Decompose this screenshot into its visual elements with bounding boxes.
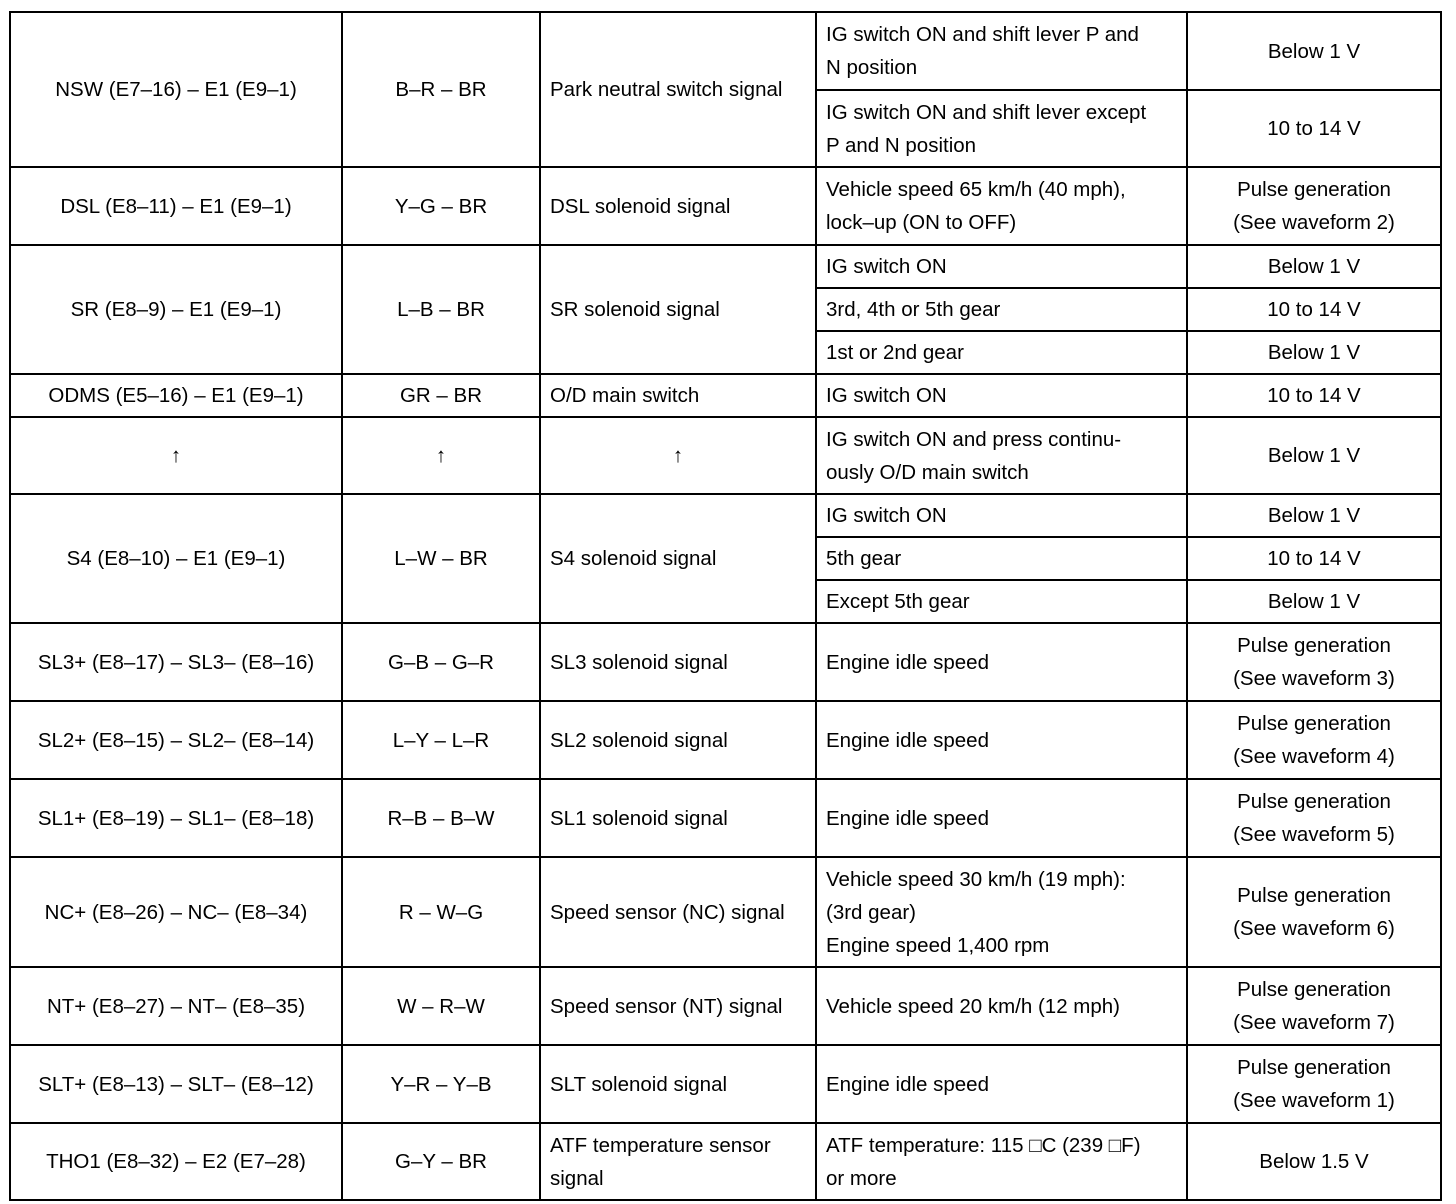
ditto-arrow-cell: ↑ [10,417,342,494]
description-cell: Park neutral switch signal [540,12,816,167]
terminal-cell: NSW (E7–16) – E1 (E9–1) [10,12,342,167]
table-row [10,167,1441,245]
description-cell: SL3 solenoid signal [540,623,816,701]
specified-condition-cell: Pulse generation (See waveform 7) [1187,967,1441,1045]
specified-condition-cell: Pulse generation (See waveform 4) [1187,701,1441,779]
condition-cell: IG switch ON and shift lever except P and N position [816,90,1187,167]
condition-cell: 3rd, 4th or 5th gear [816,288,1187,331]
condition-cell: Vehicle speed 20 km/h (12 mph) [816,967,1187,1045]
description-cell: SL1 solenoid signal [540,779,816,857]
ditto-arrow-cell: ↑ [342,417,540,494]
terminal-cell: SR (E8–9) – E1 (E9–1) [10,245,342,374]
table-row [10,245,1441,288]
description-cell: DSL solenoid signal [540,167,816,245]
terminal-inspection-table [9,11,1442,1201]
specified-condition-cell: Below 1 V [1187,580,1441,623]
wiring-color-cell: Y–R – Y–B [342,1045,540,1123]
condition-cell: Engine idle speed [816,701,1187,779]
specified-condition-cell: 10 to 14 V [1187,374,1441,417]
wiring-color-cell: R – W–G [342,857,540,967]
specified-condition-cell: Below 1 V [1187,494,1441,537]
specified-condition-cell: Below 1 V [1187,12,1441,90]
wiring-color-cell: GR – BR [342,374,540,417]
specified-condition-cell: Pulse generation (See waveform 2) [1187,167,1441,245]
condition-cell: IG switch ON [816,494,1187,537]
condition-cell: Vehicle speed 30 km/h (19 mph): (3rd gear) Engine speed 1,400 rpm [816,857,1187,967]
description-cell: ATF temperature sensor signal [540,1123,816,1200]
wiring-color-cell: L–Y – L–R [342,701,540,779]
description-cell: SR solenoid signal [540,245,816,374]
specified-condition-cell: 10 to 14 V [1187,537,1441,580]
condition-cell: IG switch ON [816,374,1187,417]
table-row [10,701,1441,779]
terminal-cell: NT+ (E8–27) – NT– (E8–35) [10,967,342,1045]
description-cell: SLT solenoid signal [540,1045,816,1123]
condition-cell: 5th gear [816,537,1187,580]
specified-condition-cell: Below 1 V [1187,331,1441,374]
wiring-color-cell: Y–G – BR [342,167,540,245]
wiring-color-cell: G–B – G–R [342,623,540,701]
specified-condition-cell: Below 1 V [1187,245,1441,288]
table-row [10,417,1441,494]
wiring-color-cell: L–W – BR [342,494,540,623]
specified-condition-cell: Pulse generation (See waveform 3) [1187,623,1441,701]
table-row [10,1123,1441,1200]
specified-condition-cell: Pulse generation (See waveform 6) [1187,857,1441,967]
condition-cell: 1st or 2nd gear [816,331,1187,374]
condition-cell: Engine idle speed [816,779,1187,857]
wiring-color-cell: R–B – B–W [342,779,540,857]
specified-condition-cell: Pulse generation (See waveform 5) [1187,779,1441,857]
terminal-cell: SLT+ (E8–13) – SLT– (E8–12) [10,1045,342,1123]
description-cell: SL2 solenoid signal [540,701,816,779]
table-row [10,12,1441,90]
ditto-arrow-cell: ↑ [540,417,816,494]
table-row [10,374,1441,417]
wiring-color-cell: L–B – BR [342,245,540,374]
terminal-cell: SL3+ (E8–17) – SL3– (E8–16) [10,623,342,701]
table-row [10,857,1441,967]
description-cell: S4 solenoid signal [540,494,816,623]
table-row [10,623,1441,701]
description-cell: Speed sensor (NC) signal [540,857,816,967]
condition-cell: Vehicle speed 65 km/h (40 mph), lock–up (ON to OFF) [816,167,1187,245]
terminal-cell: NC+ (E8–26) – NC– (E8–34) [10,857,342,967]
terminal-cell: THO1 (E8–32) – E2 (E7–28) [10,1123,342,1200]
terminal-cell: DSL (E8–11) – E1 (E9–1) [10,167,342,245]
description-cell: O/D main switch [540,374,816,417]
wiring-color-cell: W – R–W [342,967,540,1045]
terminal-cell: SL2+ (E8–15) – SL2– (E8–14) [10,701,342,779]
description-cell: Speed sensor (NT) signal [540,967,816,1045]
table-row [10,779,1441,857]
table-row [10,967,1441,1045]
condition-cell: Engine idle speed [816,1045,1187,1123]
condition-cell: IG switch ON [816,245,1187,288]
terminal-cell: SL1+ (E8–19) – SL1– (E8–18) [10,779,342,857]
terminal-cell: S4 (E8–10) – E1 (E9–1) [10,494,342,623]
table-row [10,494,1441,537]
specified-condition-cell: 10 to 14 V [1187,90,1441,167]
specified-condition-cell: Pulse generation (See waveform 1) [1187,1045,1441,1123]
condition-cell: IG switch ON and shift lever P and N position [816,12,1187,90]
condition-cell: IG switch ON and press continu- ously O/D main switch [816,417,1187,494]
wiring-color-cell: G–Y – BR [342,1123,540,1200]
terminal-cell: ODMS (E5–16) – E1 (E9–1) [10,374,342,417]
condition-cell: ATF temperature: 115 □C (239 □F) or more [816,1123,1187,1200]
specified-condition-cell: Below 1 V [1187,417,1441,494]
condition-cell: Engine idle speed [816,623,1187,701]
condition-cell: Except 5th gear [816,580,1187,623]
wiring-color-cell: B–R – BR [342,12,540,167]
table-row [10,1045,1441,1123]
specified-condition-cell: 10 to 14 V [1187,288,1441,331]
specified-condition-cell: Below 1.5 V [1187,1123,1441,1200]
